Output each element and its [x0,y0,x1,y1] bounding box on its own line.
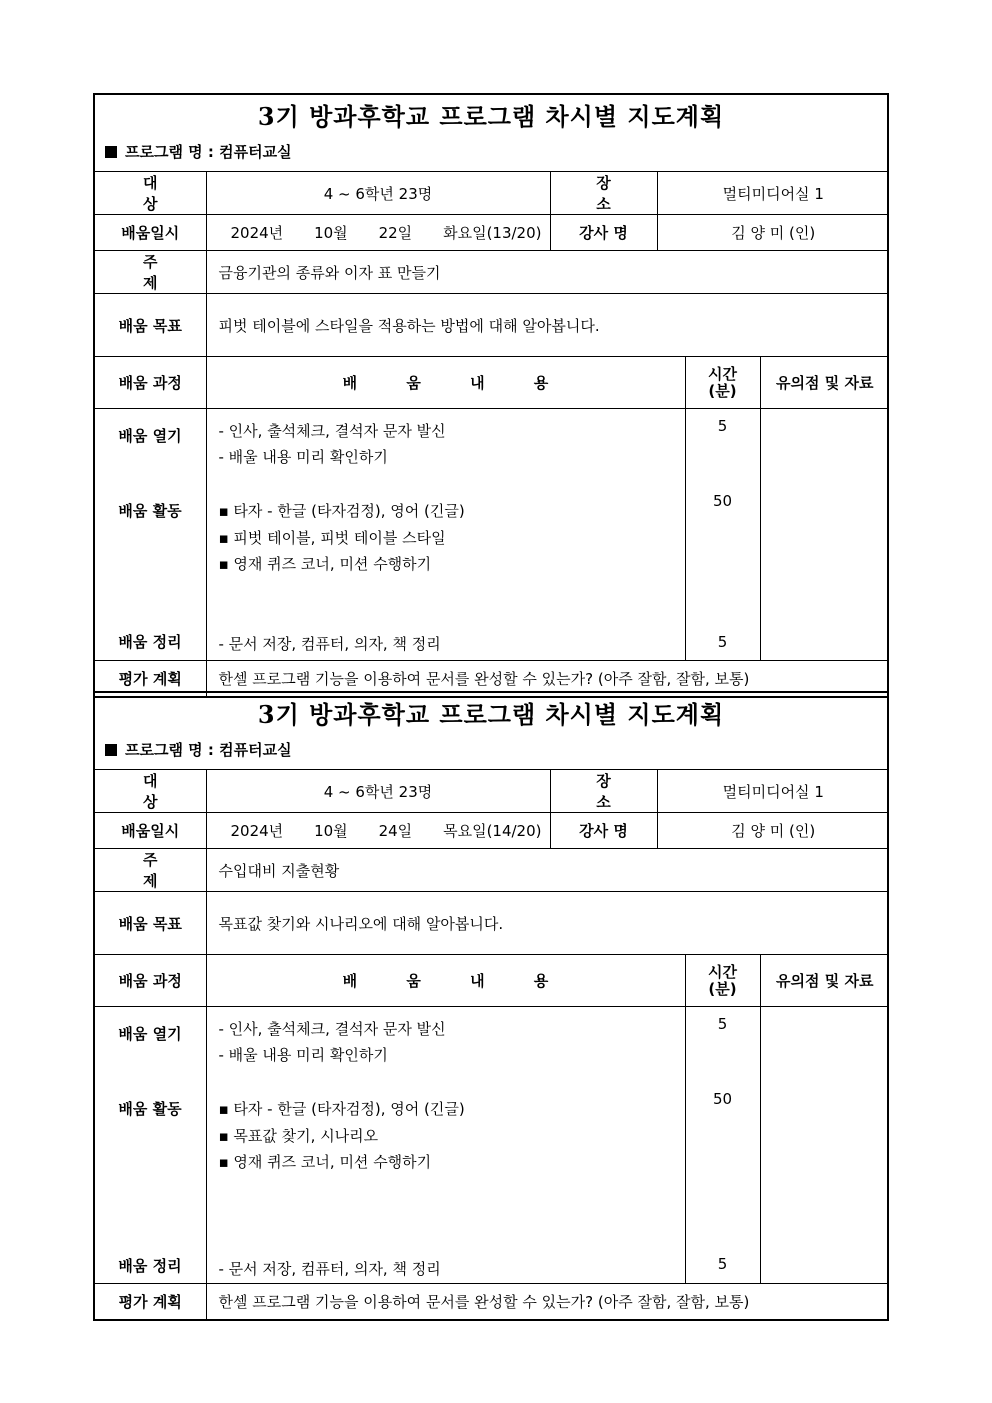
notes-column [760,409,889,661]
list-item: - 배울 내용 미리 확인하기 [218,448,388,466]
plan-table [95,770,889,1319]
date-day: 24일 [378,822,413,840]
date-label: 배움일시 [95,215,206,251]
square-bullet-icon [105,744,117,756]
list-item: - 배울 내용 미리 확인하기 [218,1046,388,1064]
eval-value: 한셀 프로그램 기능을 이용하여 문서를 완성할 수 있는가? (아주 잘함, 잘함, 보통) [206,661,889,696]
step-close-label: 배움 정리 [118,1257,182,1275]
place-value: 멀티미디어실 1 [657,172,889,215]
teacher-value: 김 양 미 (인) [657,813,889,849]
plan-title: 3기 방과후학교 프로그램 차시별 지도계획 [257,102,725,131]
time-label: 시간 (분) [685,955,760,1007]
notes-label: 유의점 및 자료 [760,955,889,1007]
time-column [685,409,760,661]
square-bullet-icon [105,146,117,158]
step-activity-label: 배움 활동 [118,502,182,520]
eval-value: 한셀 프로그램 기능을 이용하여 문서를 완성할 수 있는가? (아주 잘함, 잘함, 보통) [206,1284,889,1319]
notes-label: 유의점 및 자료 [760,357,889,409]
topic-label: 주 제 [95,251,206,294]
target-label: 대 상 [95,172,206,215]
step-activity-label: 배움 활동 [118,1100,182,1118]
step-open-label: 배움 열기 [118,1025,182,1043]
target-value: 4 ~ 6학년 23명 [206,172,550,215]
teacher-label: 강사 명 [550,215,657,251]
plan-title: 3기 방과후학교 프로그램 차시별 지도계획 [257,700,725,729]
date-year: 2024년 [230,224,284,242]
place-value: 멀티미디어실 1 [657,770,889,813]
list-item: ▪ 타자 - 한글 (타자검정), 영어 (긴글) [218,502,465,520]
plan-table [95,172,889,696]
list-item: ▪ 피벗 테이블, 피벗 테이블 스타일 [218,529,446,547]
list-item: - 인사, 출석체크, 결석자 문자 발신 [218,1020,446,1038]
goal-value: 피벗 테이블에 스타일을 적용하는 방법에 대해 알아봅니다. [206,294,889,357]
list-item: ▪ 타자 - 한글 (타자검정), 영어 (긴글) [218,1100,465,1118]
topic-label: 주 제 [95,849,206,892]
notes-column [760,1007,889,1284]
target-value: 4 ~ 6학년 23명 [206,770,550,813]
lesson-plan-1 [93,93,889,698]
date-year: 2024년 [230,822,284,840]
target-label: 대 상 [95,770,206,813]
goal-value: 목표값 찾기와 시나리오에 대해 알아봅니다. [206,892,889,955]
date-label: 배움일시 [95,813,206,849]
place-label: 장 소 [550,172,657,215]
topic-value: 금융기관의 종류와 이자 표 만들기 [206,251,889,294]
program-name: 프로그램 명 : 컴퓨터교실 [95,737,887,770]
teacher-value: 김 양 미 (인) [657,215,889,251]
eval-label: 평가 계획 [95,1284,206,1319]
content-column [206,409,685,661]
list-item: - 문서 저장, 컴퓨터, 의자, 책 정리 [218,1260,441,1278]
lesson-plan-2 [93,691,889,1321]
goal-label: 배움 목표 [95,294,206,357]
teacher-label: 강사 명 [550,813,657,849]
date-session: 목요일(14/20) [443,822,542,840]
time-label: 시간 (분) [685,357,760,409]
date-month: 10월 [314,224,348,242]
activity-time: 50 [712,1090,733,1108]
open-time: 5 [717,417,728,435]
date-session: 화요일(13/20) [443,224,542,242]
eval-label: 평가 계획 [95,661,206,696]
process-label: 배움 과정 [95,955,206,1007]
content-label: 배 움 내 용 [206,357,685,409]
content-label: 배 움 내 용 [206,955,685,1007]
list-item: - 문서 저장, 컴퓨터, 의자, 책 정리 [218,635,441,653]
date-month: 10월 [314,822,348,840]
list-item: ▪ 영재 퀴즈 코너, 미션 수행하기 [218,1153,432,1171]
step-close-label: 배움 정리 [118,633,182,651]
date-day: 22일 [378,224,413,242]
goal-label: 배움 목표 [95,892,206,955]
list-item: ▪ 목표값 찾기, 시나리오 [218,1127,379,1145]
close-time: 5 [717,1255,728,1273]
process-column [95,1007,206,1284]
process-column [95,409,206,661]
list-item: ▪ 영재 퀴즈 코너, 미션 수행하기 [218,555,432,573]
close-time: 5 [717,633,728,651]
open-time: 5 [717,1015,728,1033]
list-item: - 인사, 출석체크, 결석자 문자 발신 [218,422,446,440]
process-label: 배움 과정 [95,357,206,409]
place-label: 장 소 [550,770,657,813]
date-value [206,813,550,849]
content-column [206,1007,685,1284]
step-open-label: 배움 열기 [118,427,182,445]
activity-time: 50 [712,492,733,510]
date-value [206,215,550,251]
topic-value: 수입대비 지출현황 [206,849,889,892]
time-column [685,1007,760,1284]
program-name: 프로그램 명 : 컴퓨터교실 [95,139,887,172]
